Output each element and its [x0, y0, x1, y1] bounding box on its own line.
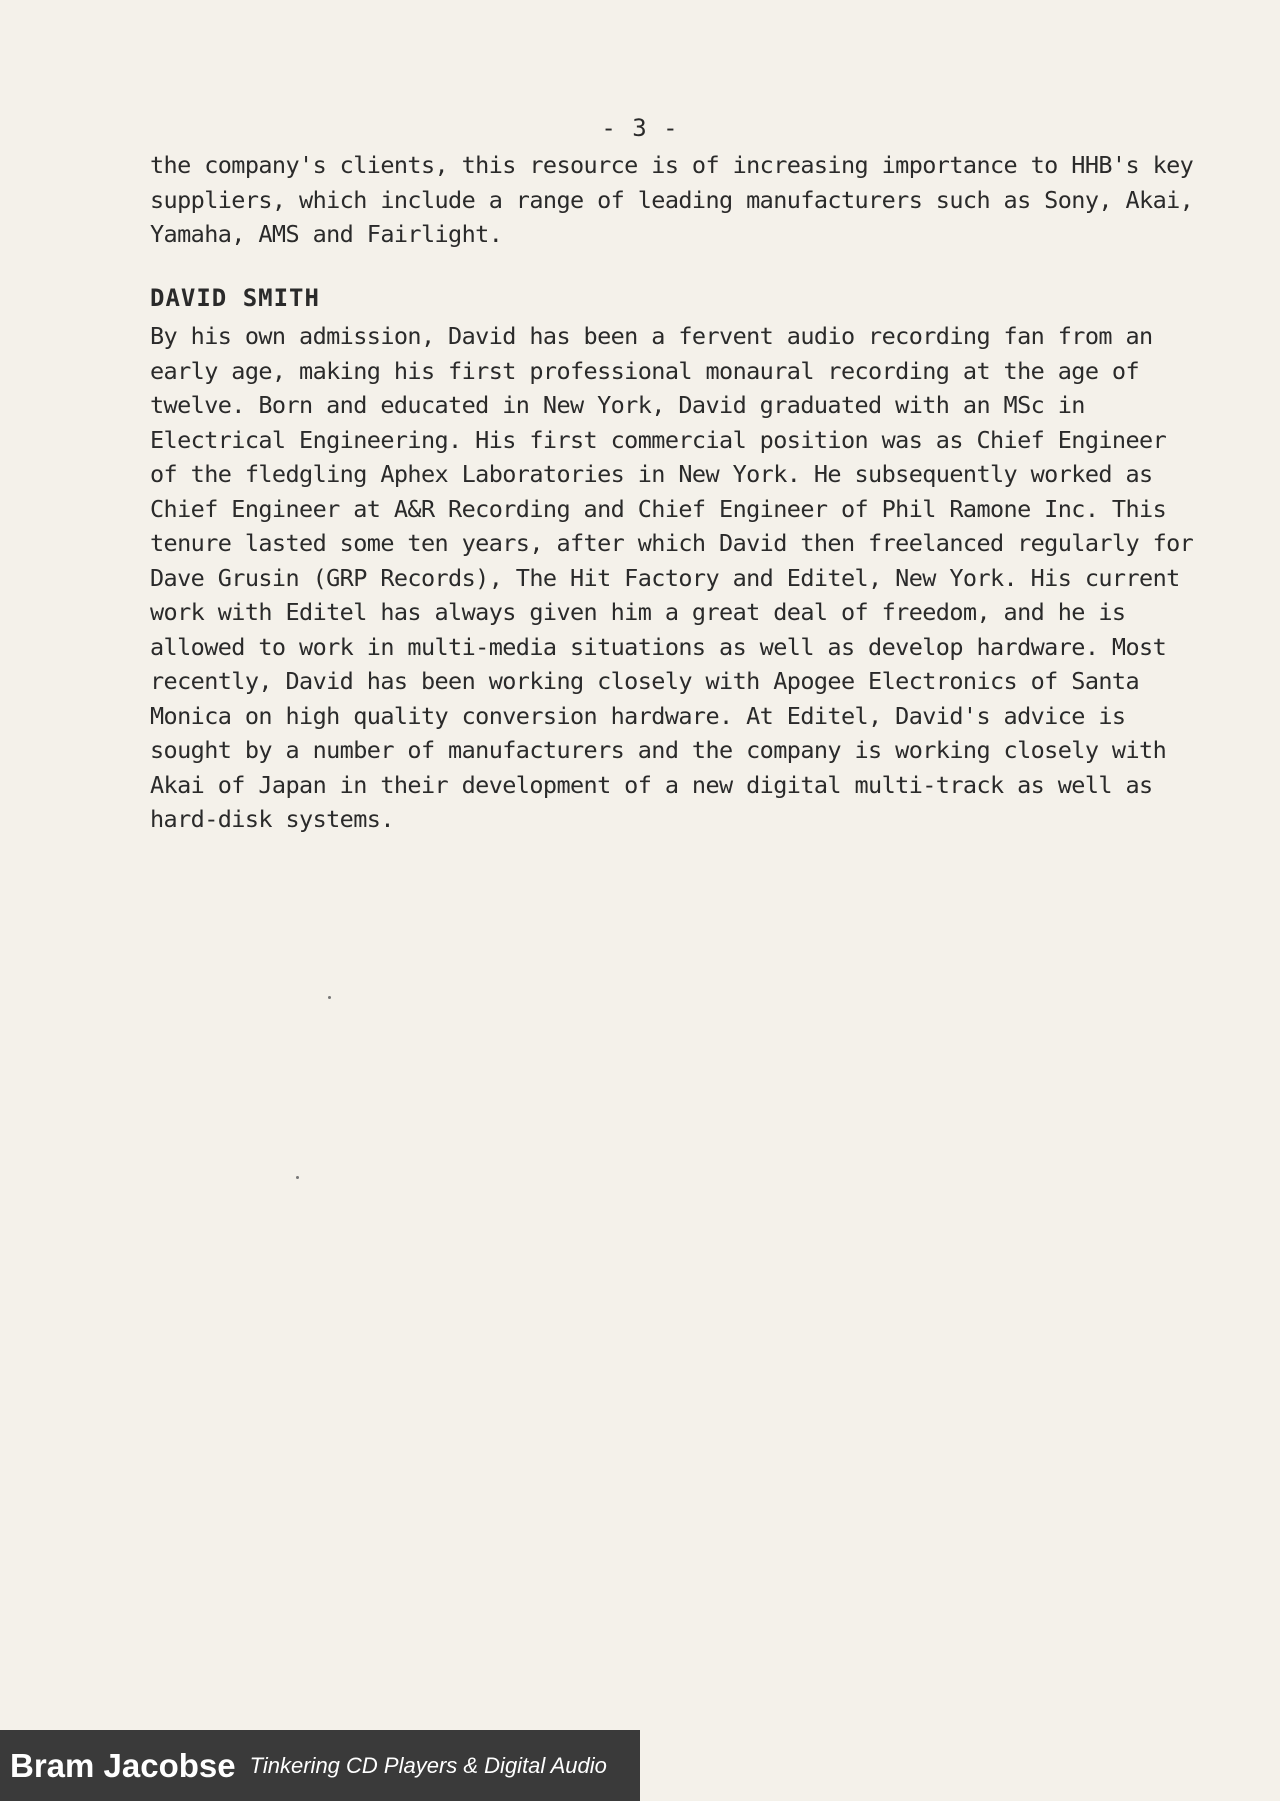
text-line: Yamaha, AMS and Fairlight.: [150, 220, 503, 248]
text-line: recently, David has been working closely with Apogee Electronics of Santa: [150, 667, 1140, 695]
text-line: of the fledgling Aphex Laboratories in New York. He subsequently worked as: [150, 460, 1153, 488]
text-line: tenure lasted some ten years, after which David then freelanced regularly for: [150, 529, 1194, 557]
page-number: - 3 -: [601, 114, 679, 142]
text-line: hard-disk systems.: [150, 805, 394, 833]
text-line: Dave Grusin (GRP Records), The Hit Factory and Editel, New York. His current: [150, 563, 1180, 592]
watermark-name: Bram Jacobse: [10, 1746, 236, 1784]
text-line: the company's clients, this resource is of increasing importance to HHB's key: [150, 151, 1194, 179]
text-line: work with Editel has always given him a great deal of freedom, and he is: [150, 598, 1126, 626]
biography-paragraph: [150, 319, 1194, 837]
watermark-tagline: Tinkering CD Players & Digital Audio: [249, 1752, 607, 1778]
text-line: Electrical Engineering. His first commercial position was as Chief Engineer: [150, 425, 1167, 454]
text-line: allowed to work in multi-media situations as well as develop hardware. Most: [150, 632, 1167, 661]
text-line: By his own admission, David has been a fervent audio recording fan from an: [150, 322, 1153, 350]
text-line: sought by a number of manufacturers and the company is working closely with: [150, 736, 1167, 764]
text-line: twelve. Born and educated in New York, David graduated with an MSc in: [150, 391, 1085, 419]
text-line: early age, making his first professional monaural recording at the age of: [150, 356, 1140, 385]
paper-speck: [296, 1176, 299, 1179]
text-line: suppliers, which include a range of leading manufacturers such as Sony, Akai,: [150, 185, 1194, 214]
paper-speck: [328, 996, 331, 999]
text-line: Monica on high quality conversion hardware. At Editel, David's advice is: [150, 701, 1126, 730]
section-heading: DAVID SMITH: [150, 284, 320, 312]
text-line: Akai of Japan in their development of a new digital multi-track as well as: [150, 770, 1153, 799]
text-line: Chief Engineer at A&R Recording and Chief Engineer of Phil Ramone Inc. This: [150, 494, 1167, 523]
intro-paragraph: [150, 148, 1194, 252]
watermark-banner: [0, 1730, 640, 1801]
